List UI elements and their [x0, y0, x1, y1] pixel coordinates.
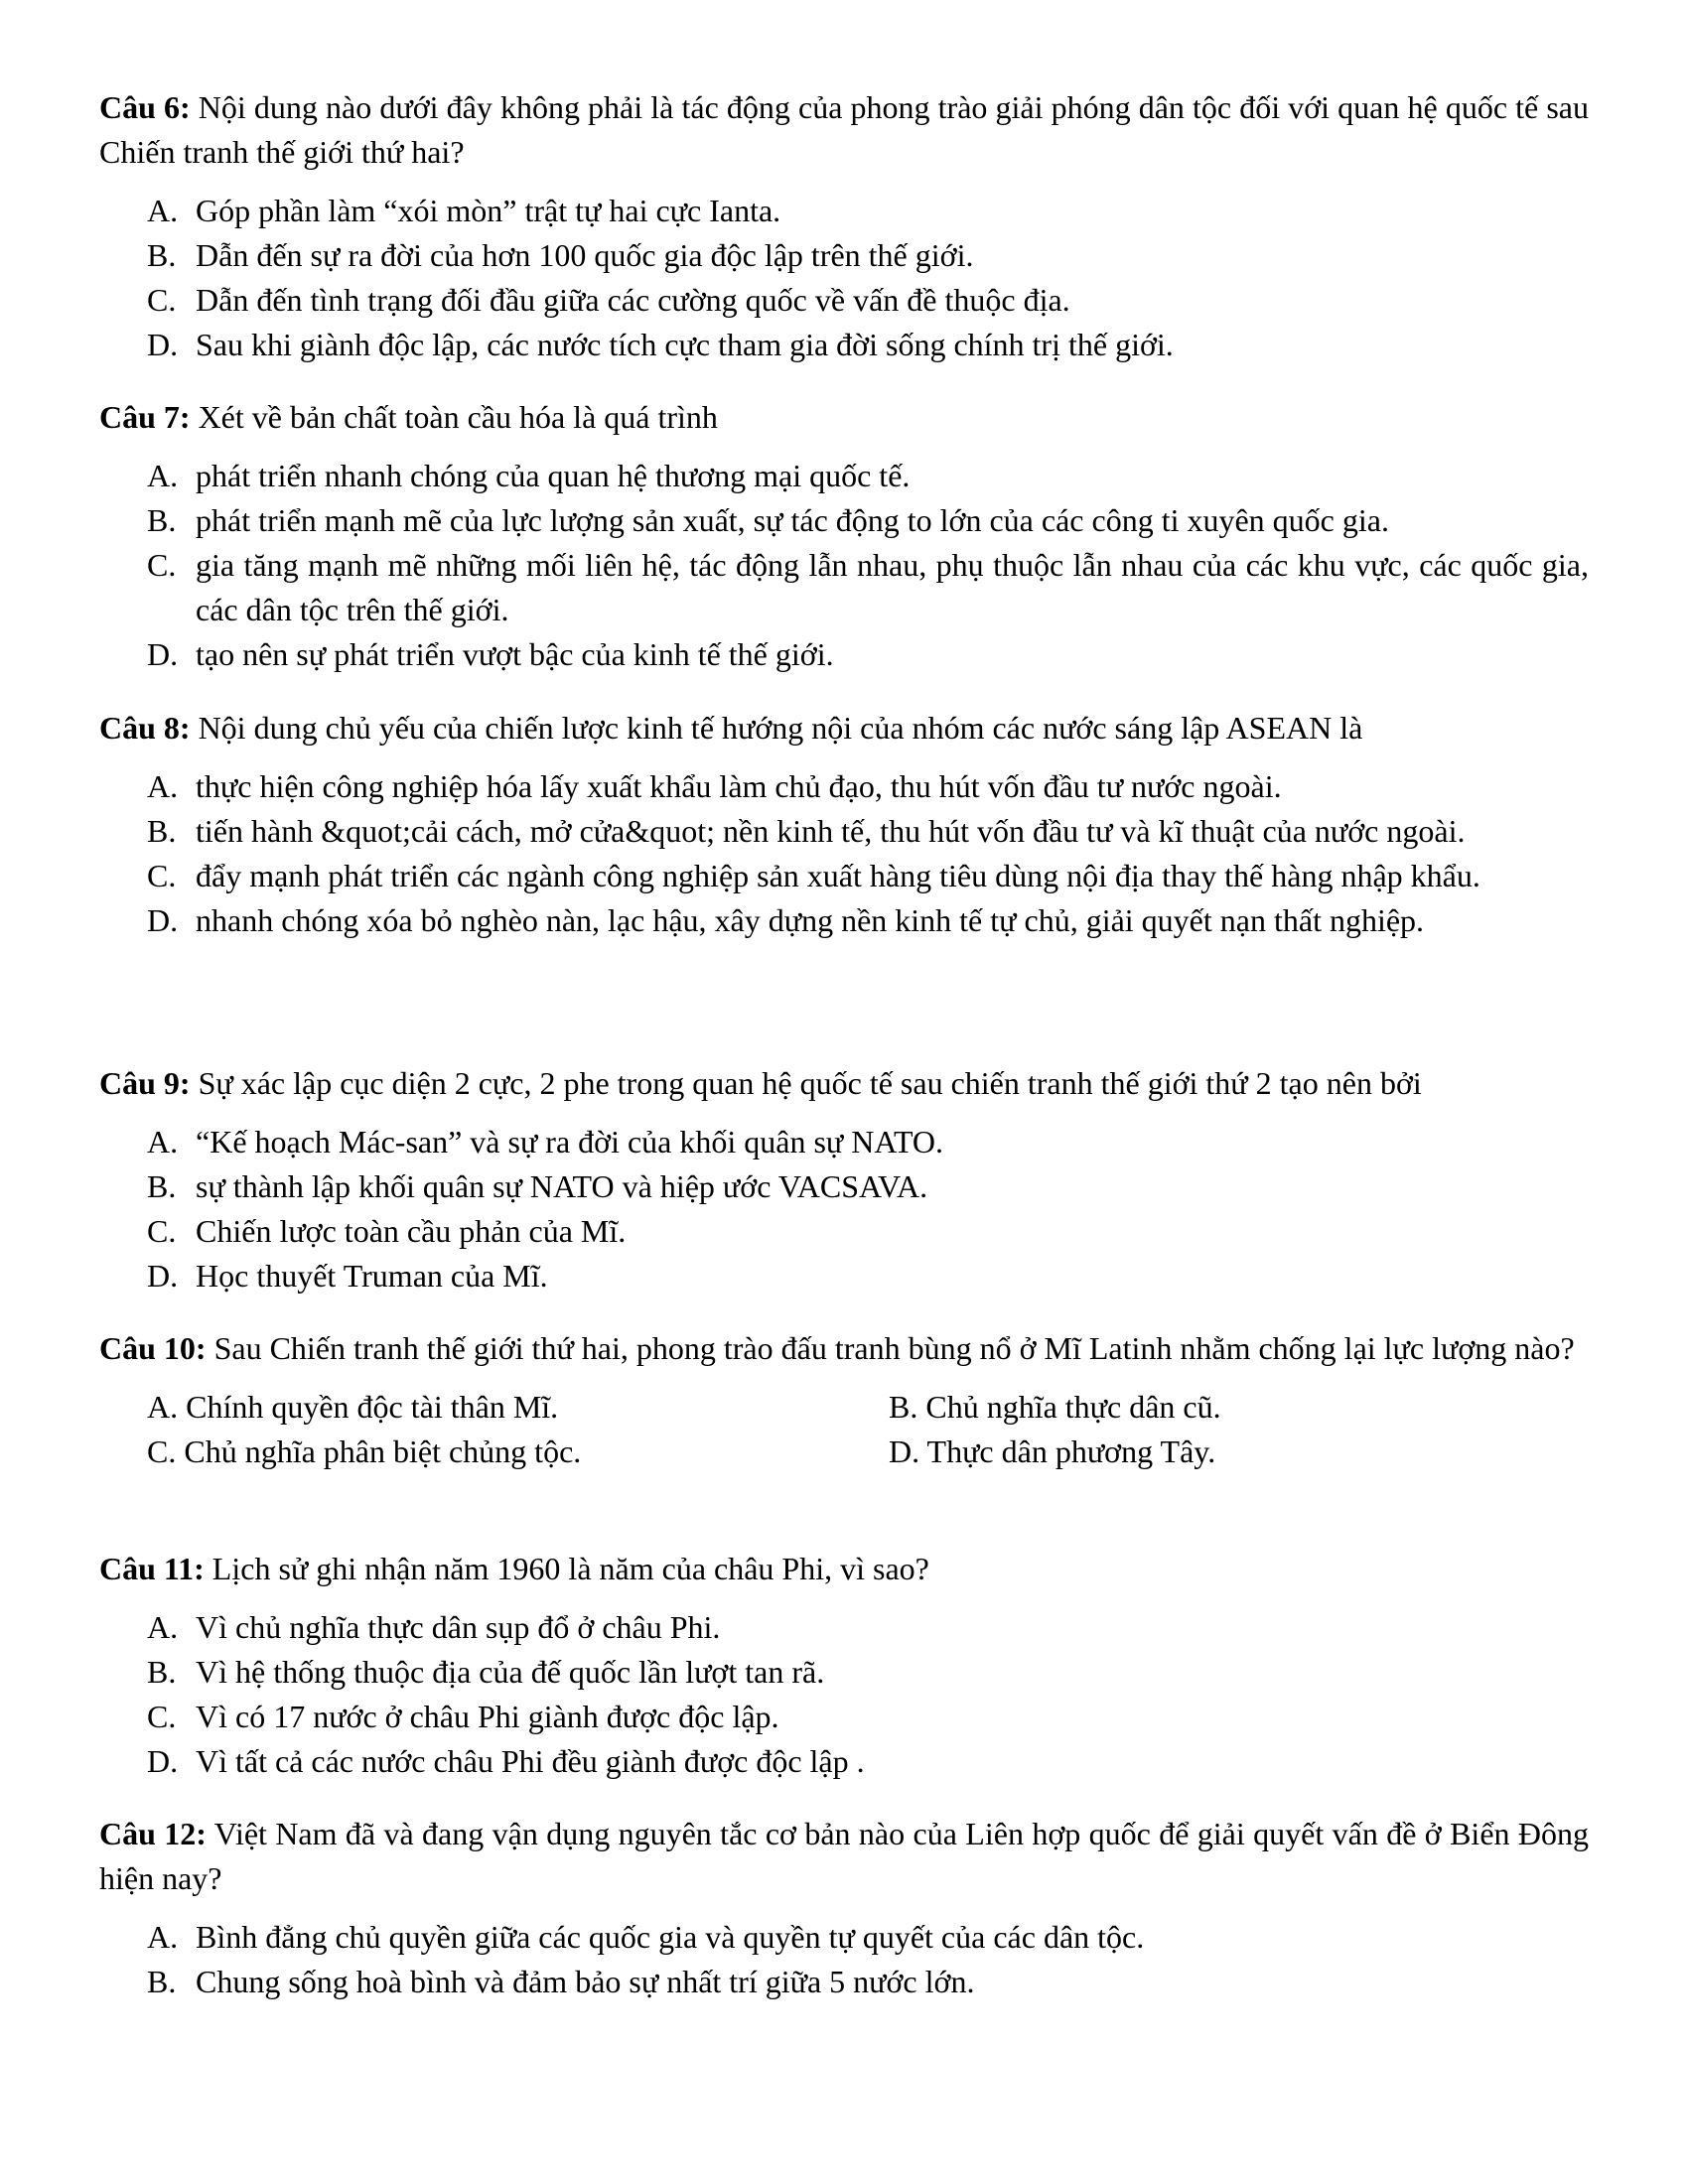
option-text: Sau khi giành độc lập, các nước tích cực tham gia đời sống chính trị thế giới.: [196, 327, 1174, 362]
option-text: “Kế hoạch Mác-san” và sự ra đời của khối quân sự NATO.: [196, 1124, 944, 1160]
option-c: [147, 1209, 1589, 1254]
option-text: đẩy mạnh phát triển các ngành công nghiệp sản xuất hàng tiêu dùng nội địa thay thế hàng nhập khẩu.: [196, 858, 1480, 893]
option-text: Vì chủ nghĩa thực dân sụp đổ ở châu Phi.: [196, 1609, 721, 1645]
question-label: Câu 9:: [99, 1065, 191, 1101]
question-stem: [99, 85, 1589, 175]
option-d: [147, 898, 1589, 943]
option-letter: B.: [889, 1389, 918, 1425]
option-a: [147, 189, 1589, 233]
question-6: [99, 85, 1589, 367]
question-stem: [99, 706, 1589, 751]
option-c: [147, 278, 1589, 323]
option-text: Vì hệ thống thuộc địa của đế quốc lần lượt tan rã.: [196, 1654, 825, 1690]
option-a: [147, 454, 1589, 498]
question-label: Câu 11:: [99, 1551, 205, 1586]
question-12: [99, 1812, 1589, 2004]
option-letter: B.: [147, 813, 177, 849]
option-text: Thực dân phương Tây.: [926, 1433, 1216, 1469]
question-10: [99, 1326, 1589, 1474]
option-letter: A.: [147, 768, 179, 804]
option-letter: A.: [147, 1389, 179, 1425]
option-letter: D.: [147, 1258, 179, 1294]
question-text: Sau Chiến tranh thế giới thứ hai, phong trào đấu tranh bùng nổ ở Mĩ Latinh nhằm chống lại lực lượng nào?: [206, 1330, 1575, 1366]
option-letter: C.: [147, 1213, 177, 1249]
option-list: [99, 1120, 1589, 1298]
question-9: [99, 1061, 1589, 1298]
option-text: thực hiện công nghiệp hóa lấy xuất khẩu làm chủ đạo, thu hút vốn đầu tư nước ngoài.: [196, 768, 1282, 804]
question-label: Câu 7:: [99, 399, 191, 435]
option-text: nhanh chóng xóa bỏ nghèo nàn, lạc hậu, xây dựng nền kinh tế tự chủ, giải quyết nạn thất nghiệp.: [196, 902, 1425, 938]
option-b: [889, 1385, 1584, 1430]
option-a: [147, 764, 1589, 809]
option-d: [147, 1254, 1589, 1298]
option-a: [147, 1385, 889, 1430]
option-b: [147, 1164, 1589, 1209]
option-text: Chung sống hoà bình và đảm bảo sự nhất trí giữa 5 nước lớn.: [196, 1964, 975, 1999]
question-label: Câu 10:: [99, 1330, 207, 1366]
option-a: [147, 1120, 1589, 1164]
question-text: Xét về bản chất toàn cầu hóa là quá trình: [190, 399, 718, 435]
option-d: [889, 1430, 1584, 1474]
option-list: [99, 189, 1589, 367]
option-b: [147, 809, 1589, 854]
option-letter: A.: [147, 1609, 179, 1645]
option-text: gia tăng mạnh mẽ những mối liên hệ, tác động lẫn nhau, phụ thuộc lẫn nhau của các khu vực, các quốc gia, các dân tộc trên thế giới.: [196, 547, 1589, 627]
question-text: Nội dung chủ yếu của chiến lược kinh tế hướng nội của nhóm các nước sáng lập ASEAN là: [190, 710, 1363, 746]
option-text: Dẫn đến tình trạng đối đầu giữa các cường quốc về vấn đề thuộc địa.: [196, 282, 1070, 318]
option-b: [147, 498, 1589, 543]
option-letter: C.: [147, 1699, 177, 1734]
option-text: Vì tất cả các nước châu Phi đều giành được độc lập .: [196, 1743, 865, 1779]
question-stem: [99, 1326, 1589, 1371]
option-letter: D.: [147, 1743, 179, 1779]
option-letter: D.: [889, 1433, 920, 1469]
option-text: Học thuyết Truman của Mĩ.: [196, 1258, 548, 1294]
option-letter: B.: [147, 502, 177, 538]
option-letter: A.: [147, 1124, 179, 1160]
option-letter: C.: [147, 1433, 177, 1469]
option-d: [147, 1739, 1589, 1784]
question-text: Việt Nam đã và đang vận dụng nguyên tắc cơ bản nào của Liên hợp quốc để giải quyết vấn đề ở Biển Đông hiện nay?: [99, 1816, 1590, 1896]
option-letter: D.: [147, 327, 179, 362]
option-text: Chính quyền độc tài thân Mĩ.: [186, 1389, 559, 1425]
option-text: Chiến lược toàn cầu phản của Mĩ.: [196, 1213, 627, 1249]
question-text: Sự xác lập cục diện 2 cực, 2 phe trong quan hệ quốc tế sau chiến tranh thế giới thứ 2 tạo nên bởi: [190, 1065, 1422, 1101]
option-c: [147, 854, 1589, 898]
question-label: Câu 8:: [99, 710, 191, 746]
option-text: phát triển mạnh mẽ của lực lượng sản xuất, sự tác động to lớn của các công ti xuyên quốc gia.: [196, 502, 1389, 538]
question-11: [99, 1547, 1589, 1784]
question-stem: [99, 1812, 1589, 1901]
option-text: sự thành lập khối quân sự NATO và hiệp ước VACSAVA.: [196, 1168, 928, 1204]
option-text: Dẫn đến sự ra đời của hơn 100 quốc gia độc lập trên thế giới.: [196, 237, 974, 273]
option-letter: D.: [147, 636, 179, 672]
question-7: [99, 395, 1589, 677]
option-a: [147, 1605, 1589, 1650]
option-letter: C.: [147, 858, 177, 893]
option-letter: B.: [147, 1964, 177, 1999]
option-letter: B.: [147, 1168, 177, 1204]
option-letter: A.: [147, 193, 179, 228]
question-label: Câu 12:: [99, 1816, 207, 1851]
option-b: [147, 233, 1589, 278]
question-text: Lịch sử ghi nhận năm 1960 là năm của châu Phi, vì sao?: [204, 1551, 929, 1586]
option-letter: C.: [147, 282, 177, 318]
option-b: [147, 1650, 1589, 1695]
option-text: Bình đẳng chủ quyền giữa các quốc gia và quyền tự quyết của các dân tộc.: [196, 1919, 1145, 1955]
option-list: [99, 1915, 1589, 2004]
question-stem: [99, 395, 1589, 440]
option-grid: [99, 1385, 1589, 1474]
question-text: Nội dung nào dưới đây không phải là tác động của phong trào giải phóng dân tộc đối với quan hệ quốc tế sau Chiến tranh thế giới thứ hai?: [99, 89, 1590, 170]
option-b: [147, 1960, 1589, 2004]
option-letter: D.: [147, 902, 179, 938]
option-d: [147, 632, 1589, 677]
option-c: [147, 1430, 889, 1474]
option-letter: A.: [147, 458, 179, 493]
option-text: Vì có 17 nước ở châu Phi giành được độc lập.: [196, 1699, 779, 1734]
option-text: Chủ nghĩa thực dân cũ.: [925, 1389, 1221, 1425]
question-stem: [99, 1547, 1589, 1591]
option-text: tạo nên sự phát triển vượt bậc của kinh tế thế giới.: [196, 636, 834, 672]
option-a: [147, 1915, 1589, 1960]
option-letter: C.: [147, 547, 177, 583]
option-text: phát triển nhanh chóng của quan hệ thương mại quốc tế.: [196, 458, 911, 493]
option-list: [99, 454, 1589, 677]
option-c: [147, 1695, 1589, 1739]
option-letter: B.: [147, 1654, 177, 1690]
question-8: [99, 706, 1589, 943]
option-letter: B.: [147, 237, 177, 273]
option-letter: A.: [147, 1919, 179, 1955]
option-list: [99, 764, 1589, 943]
option-d: [147, 323, 1589, 367]
option-c: [147, 543, 1589, 632]
option-text: tiến hành &quot;cải cách, mở cửa&quot; nền kinh tế, thu hút vốn đầu tư và kĩ thuật của nước ngoài.: [196, 813, 1466, 849]
option-text: Chủ nghĩa phân biệt chủng tộc.: [184, 1433, 582, 1469]
question-label: Câu 6:: [99, 89, 191, 125]
question-stem: [99, 1061, 1589, 1106]
option-text: Góp phần làm “xói mòn” trật tự hai cực Ianta.: [196, 193, 781, 228]
option-list: [99, 1605, 1589, 1784]
